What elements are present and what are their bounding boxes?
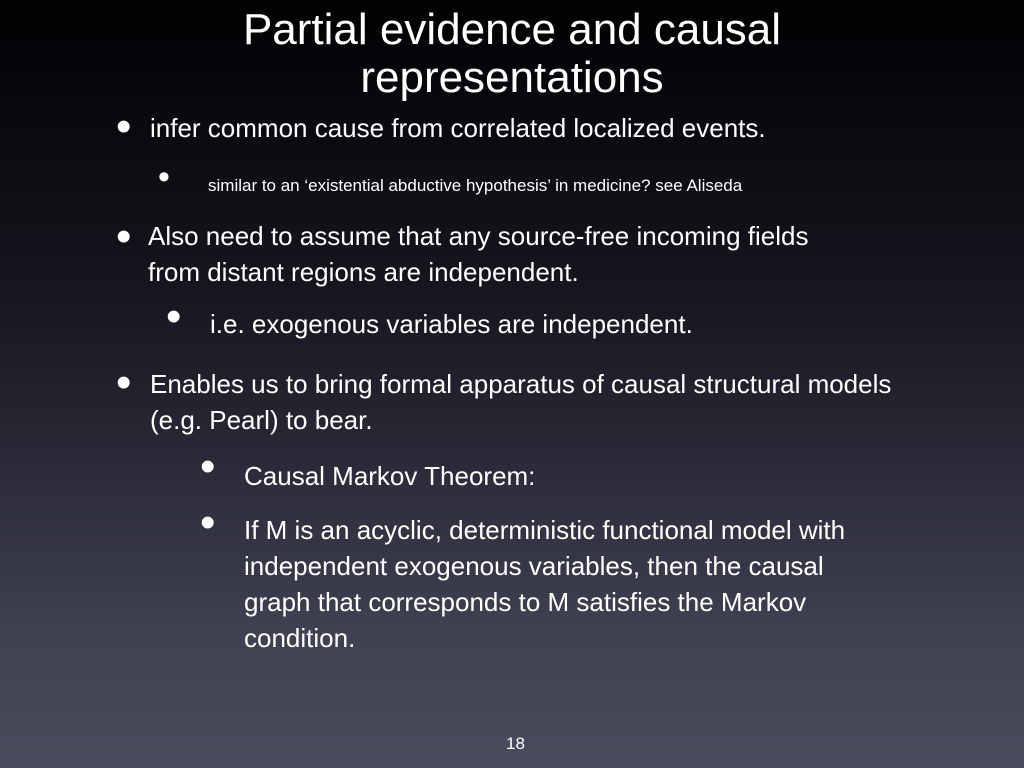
bullet-item-2 [116,212,996,294]
bullet-text: similar to an ‘existential abductive hypothesis’ in medicine? see Aliseda [208,176,743,195]
bullet-text: infer common cause from correlated localized events. [150,113,766,143]
bullet-marker: • [116,102,132,151]
bullet-item-3 [116,358,1016,442]
bullet-marker: • [116,212,132,261]
sub-bullet-item-1 [158,158,1018,202]
sub-bullet-item-4 [200,498,1000,658]
bullet-text: Also need to assume that any source-free incoming fields from distant regions are independent. [148,221,809,287]
bullet-item-1 [116,102,996,151]
bullet-marker: • [200,498,216,547]
bullet-marker: • [158,158,170,196]
bullet-text: Enables us to bring formal apparatus of causal structural models (e.g. Pearl) to bear. [150,369,892,435]
bullet-marker: • [116,358,132,407]
page-number: 18 [506,734,525,753]
bullet-marker: • [200,442,216,491]
slide-title: Partial evidence and causal representations [242,5,782,102]
bullet-text: i.e. exogenous variables are independent. [210,309,693,339]
bullet-marker: • [166,292,182,341]
bullet-text: If M is an acyclic, deterministic functional model with independent exogenous variables, then the causal graph that corresponds to M satisfies the Markov condition. [244,515,846,653]
sub-bullet-item-2 [166,292,986,346]
bullet-text: Causal Markov Theorem: [244,461,536,491]
sub-bullet-item-3 [200,442,1000,496]
